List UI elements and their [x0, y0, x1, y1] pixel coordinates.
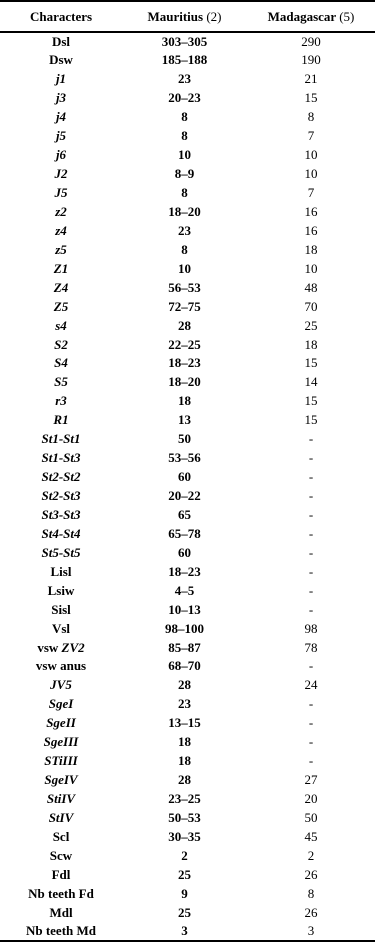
table-row [0, 846, 375, 865]
mauritius-cell: 10 [178, 147, 191, 163]
table-row [0, 524, 375, 543]
table-row [0, 392, 375, 411]
character-cell: j6 [55, 147, 67, 163]
table-row [0, 335, 375, 354]
table-row [0, 316, 375, 335]
madagascar-cell: - [308, 488, 314, 504]
character-cell: St2-St3 [41, 488, 81, 504]
character-cell: S4 [54, 355, 68, 371]
character-cell: z2 [55, 203, 67, 219]
character-cell: j4 [55, 109, 67, 125]
table-row [0, 922, 375, 941]
mauritius-cell: 20–23 [168, 90, 201, 106]
header-madagascar-label: Madagascar [267, 8, 336, 24]
table-row [0, 259, 375, 278]
character-cell: Vsl [51, 620, 71, 636]
character-cell: S2 [54, 336, 68, 352]
character-cell: vsw anus [35, 658, 87, 674]
mauritius-cell: 28 [178, 677, 191, 693]
character-cell: j1 [55, 71, 67, 87]
madagascar-cell: - [308, 715, 314, 731]
madagascar-cell: 3 [307, 923, 315, 939]
madagascar-cell: 7 [307, 128, 315, 144]
character-cell: StIV [48, 809, 74, 825]
table-row [0, 70, 375, 89]
character-cell: Nb teeth Md [25, 923, 97, 939]
madagascar-cell: - [308, 582, 314, 598]
mauritius-cell: 10 [178, 260, 191, 276]
character-cell: Lisl [50, 563, 72, 579]
character-cell [0, 638, 122, 657]
table-row [0, 884, 375, 903]
madagascar-cell: 26 [304, 866, 318, 882]
madagascar-cell: 18 [304, 336, 318, 352]
mauritius-cell: 13 [178, 412, 191, 428]
mauritius-cell: 60 [178, 544, 191, 560]
mauritius-cell: 98–100 [165, 620, 204, 636]
table-row [0, 506, 375, 525]
mauritius-cell: 10–13 [168, 601, 201, 617]
character-cell: SgeI [48, 696, 74, 712]
madagascar-cell: - [308, 450, 314, 466]
mauritius-cell: 68–70 [168, 658, 201, 674]
madagascar-cell: - [308, 563, 314, 579]
mauritius-cell: 303–305 [161, 34, 208, 49]
mauritius-cell: 8 [181, 109, 188, 125]
madagascar-cell: 15 [304, 90, 318, 106]
table-row [0, 733, 375, 752]
header-madagascar-count: (5) [339, 8, 355, 24]
character-cell: Dsw [49, 52, 73, 68]
madagascar-cell: 24 [304, 677, 318, 693]
madagascar-cell: - [308, 525, 314, 541]
header-mauritius-count: (2) [206, 8, 222, 24]
table-row [0, 89, 375, 108]
table-row [0, 600, 375, 619]
character-cell: STiIII [44, 753, 78, 769]
table-row [0, 487, 375, 506]
character-cell: St1-St3 [41, 450, 81, 466]
header-mauritius [122, 1, 247, 32]
character-cell: Scl [52, 828, 70, 844]
header-mauritius-label: Mauritius [147, 8, 204, 24]
madagascar-cell: 21 [304, 71, 318, 87]
mauritius-cell: 28 [178, 317, 191, 333]
mauritius-cell: 22–25 [168, 336, 201, 352]
mauritius-cell: 18–23 [168, 355, 201, 371]
mauritius-cell: 185–188 [161, 52, 208, 68]
table-row [0, 184, 375, 203]
madagascar-cell: - [308, 544, 314, 560]
table-row [0, 790, 375, 809]
table-row [0, 714, 375, 733]
madagascar-cell: - [308, 469, 314, 485]
mauritius-cell: 56–53 [168, 279, 201, 295]
character-cell: Mdl [49, 904, 73, 920]
mauritius-cell: 53–56 [168, 450, 201, 466]
mauritius-cell: 23 [178, 696, 191, 712]
madagascar-cell: 7 [307, 185, 315, 201]
character-cell: R1 [53, 412, 69, 428]
madagascar-cell: 10 [304, 260, 318, 276]
character-cell: Sisl [51, 601, 71, 617]
table-row [0, 543, 375, 562]
mauritius-cell: 18 [178, 393, 191, 409]
character-cell: Z4 [53, 279, 69, 295]
header-characters: Characters [29, 8, 93, 24]
table-row [0, 165, 375, 184]
table-row [0, 108, 375, 127]
table-row [0, 581, 375, 600]
mauritius-cell: 18–20 [168, 374, 201, 390]
table-row [0, 297, 375, 316]
table-row [0, 638, 375, 657]
character-cell: SgeII [46, 715, 76, 731]
table-row [0, 676, 375, 695]
character-cell: S5 [54, 374, 68, 390]
madagascar-cell: - [308, 753, 314, 769]
madagascar-cell: 10 [304, 166, 318, 182]
table-header [0, 1, 375, 32]
madagascar-cell: - [308, 734, 314, 750]
character-cell: j3 [55, 90, 67, 106]
table-row [0, 373, 375, 392]
madagascar-cell: 15 [304, 412, 318, 428]
table-row [0, 562, 375, 581]
madagascar-cell: 8 [307, 109, 315, 125]
mauritius-cell: 28 [178, 772, 191, 788]
table-row [0, 903, 375, 922]
madagascar-cell: 8 [307, 885, 315, 901]
mauritius-cell: 50 [178, 431, 191, 447]
character-cell: z4 [55, 222, 67, 238]
table-row [0, 430, 375, 449]
madagascar-cell: 98 [304, 620, 318, 636]
character-cell: Nb teeth Fd [28, 885, 94, 901]
table-row [0, 468, 375, 487]
madagascar-cell: 16 [304, 222, 318, 238]
mauritius-cell: 18 [178, 734, 191, 750]
header-row [0, 1, 375, 32]
character-prefix: vsw [37, 639, 62, 655]
mauritius-cell: 18–23 [168, 563, 201, 579]
table-row [0, 51, 375, 70]
table-row [0, 619, 375, 638]
mauritius-cell: 4–5 [174, 582, 195, 598]
character-cell: Z1 [53, 260, 69, 276]
madagascar-cell: 15 [304, 355, 318, 371]
mauritius-cell: 3 [181, 923, 188, 939]
table-row [0, 354, 375, 373]
madagascar-cell: - [308, 696, 314, 712]
table-row [0, 203, 375, 222]
madagascar-cell: 190 [301, 52, 321, 68]
mauritius-cell: 23–25 [168, 791, 201, 807]
character-cell: z5 [55, 241, 67, 257]
mauritius-cell: 18 [178, 753, 191, 769]
character-cell: SgeIV [44, 772, 78, 788]
table-row [0, 411, 375, 430]
mauritius-cell: 60 [178, 469, 191, 485]
mauritius-cell: 8 [181, 241, 188, 257]
character-cell: St4-St4 [41, 525, 81, 541]
table-row [0, 771, 375, 790]
mauritius-cell: 18–20 [168, 203, 201, 219]
table-row [0, 809, 375, 828]
madagascar-cell: 15 [304, 393, 318, 409]
character-cell: r3 [55, 393, 67, 409]
mauritius-cell: 8 [181, 185, 188, 201]
mauritius-cell: 8 [181, 128, 188, 144]
table-row [0, 865, 375, 884]
madagascar-cell: 50 [304, 809, 318, 825]
table-row [0, 240, 375, 259]
madagascar-cell: 14 [304, 374, 318, 390]
madagascar-cell: 16 [304, 203, 318, 219]
header-madagascar [247, 1, 375, 32]
madagascar-cell: 78 [304, 639, 318, 655]
character-cell: Scw [49, 847, 73, 863]
character-cell: St5-St5 [41, 544, 81, 560]
madagascar-cell: 26 [304, 904, 318, 920]
mauritius-cell: 13–15 [168, 715, 201, 731]
madagascar-cell: 25 [304, 317, 318, 333]
mauritius-cell: 8–9 [174, 166, 195, 182]
madagascar-cell: 20 [304, 791, 318, 807]
character-cell: JV5 [50, 677, 72, 693]
character-cell: Fdl [51, 866, 71, 882]
character-cell: St3-St3 [41, 506, 81, 522]
mauritius-cell: 25 [178, 866, 191, 882]
character-cell: J2 [54, 166, 68, 182]
madagascar-cell: 27 [304, 772, 318, 788]
table-body [0, 32, 375, 941]
madagascar-cell: 10 [304, 147, 318, 163]
character-cell: j5 [55, 128, 67, 144]
mauritius-cell: 2 [181, 847, 188, 863]
character-cell: St2-St2 [41, 469, 81, 485]
table-row [0, 32, 375, 51]
character-cell: SgeIII [43, 734, 79, 750]
madagascar-cell: - [308, 658, 314, 674]
table-row [0, 127, 375, 146]
mauritius-cell: 9 [181, 885, 188, 901]
character-cell: Z5 [53, 298, 69, 314]
table-row [0, 827, 375, 846]
character-cell: StiIV [46, 791, 76, 807]
madagascar-cell: - [308, 601, 314, 617]
mauritius-cell: 65–78 [168, 525, 201, 541]
character-cell: Lsiw [47, 582, 75, 598]
mauritius-cell: 72–75 [168, 298, 201, 314]
madagascar-cell: 2 [307, 847, 315, 863]
table-row [0, 752, 375, 771]
madagascar-cell: 45 [304, 828, 318, 844]
table-row [0, 278, 375, 297]
madagascar-cell: - [308, 506, 314, 522]
character-cell: s4 [55, 317, 67, 333]
mauritius-cell: 65 [178, 506, 191, 522]
mauritius-cell: 23 [178, 222, 191, 238]
madagascar-cell: 70 [304, 298, 318, 314]
mauritius-cell: 85–87 [168, 639, 201, 655]
madagascar-cell: 290 [301, 34, 321, 49]
table-row [0, 146, 375, 165]
character-italic-part: ZV2 [61, 639, 85, 655]
mauritius-cell: 20–22 [168, 488, 201, 504]
character-cell: J5 [54, 185, 68, 201]
table-row [0, 221, 375, 240]
madagascar-cell: 48 [304, 279, 318, 295]
madagascar-cell: - [308, 431, 314, 447]
mauritius-cell: 23 [178, 71, 191, 87]
mauritius-cell: 25 [178, 904, 191, 920]
character-cell: St1-St1 [41, 431, 81, 447]
mauritius-cell: 50–53 [168, 809, 201, 825]
table-row [0, 449, 375, 468]
table-row [0, 695, 375, 714]
madagascar-cell: 18 [304, 241, 318, 257]
character-cell: Dsl [51, 34, 71, 49]
mauritius-cell: 30–35 [168, 828, 201, 844]
table-row [0, 657, 375, 676]
